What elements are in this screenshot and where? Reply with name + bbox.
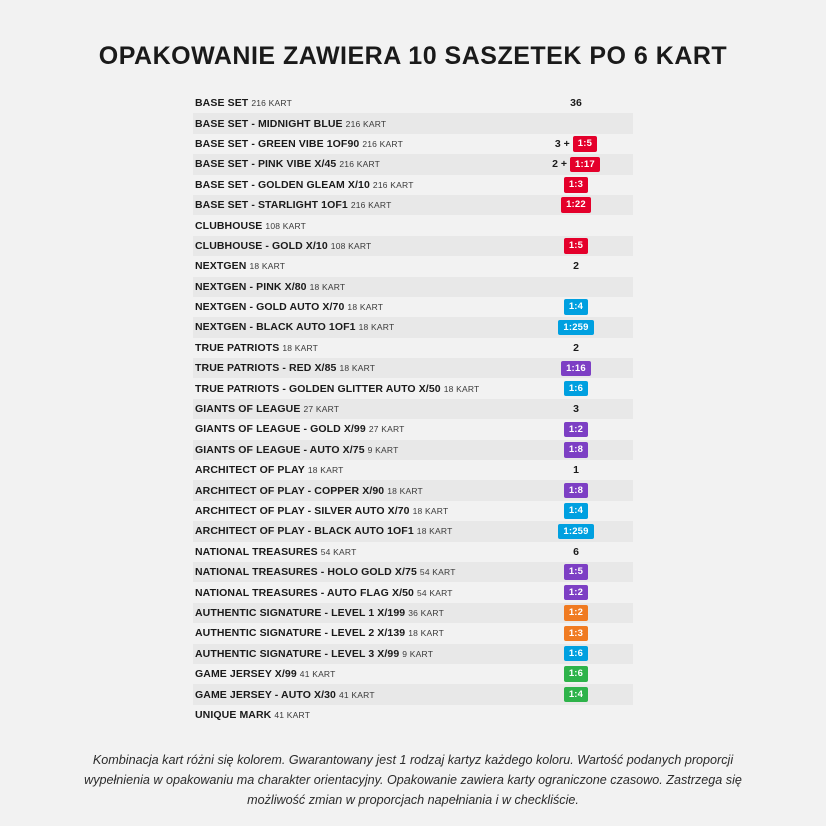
table-row xyxy=(193,521,633,541)
row-name-label: CLUBHOUSE xyxy=(195,219,263,232)
row-name-label: NEXTGEN - PINK X/80 xyxy=(195,280,307,293)
row-odds xyxy=(521,361,631,377)
row-name-label: TRUE PATRIOTS - GOLDEN GLITTER AUTO X/50 xyxy=(195,382,441,395)
row-odds-plain: 2 + xyxy=(552,158,568,171)
row-name xyxy=(195,423,521,435)
row-odds-plain: 2 xyxy=(573,260,579,273)
row-name xyxy=(195,138,521,150)
odds-badge: 1:2 xyxy=(564,585,588,601)
row-card-count: 54 KART xyxy=(416,587,453,598)
row-card-count: 41 KART xyxy=(274,709,311,720)
row-card-count: 216 KART xyxy=(339,159,381,170)
row-name xyxy=(195,648,521,660)
row-name xyxy=(195,240,521,252)
row-odds xyxy=(521,299,631,315)
row-name-label: ARCHITECT OF PLAY - COPPER X/90 xyxy=(195,484,385,497)
table-row xyxy=(193,562,633,582)
row-odds xyxy=(521,238,631,254)
row-card-count: 18 KART xyxy=(416,526,453,537)
row-card-count: 18 KART xyxy=(387,485,423,496)
row-name xyxy=(195,525,521,537)
row-name xyxy=(195,281,521,293)
row-odds xyxy=(521,626,631,642)
row-odds xyxy=(521,403,631,415)
odds-badge: 1:3 xyxy=(564,177,588,193)
table-row xyxy=(193,134,633,154)
row-odds xyxy=(521,546,631,558)
row-card-count: 18 KART xyxy=(339,363,376,374)
row-name-label: NEXTGEN - GOLD AUTO X/70 xyxy=(195,301,345,314)
row-card-count: 18 KART xyxy=(347,302,384,313)
row-name-label: BASE SET - GOLDEN GLEAM X/10 xyxy=(195,178,370,191)
odds-badge: 1:4 xyxy=(564,687,588,703)
row-odds xyxy=(521,503,631,519)
row-odds xyxy=(521,197,631,213)
row-card-count: 18 KART xyxy=(358,322,395,333)
table-row xyxy=(193,317,633,337)
row-name-label: NATIONAL TREASURES - HOLO GOLD X/75 xyxy=(195,566,417,579)
odds-badge: 1:4 xyxy=(564,503,588,519)
row-name-label: BASE SET - GREEN VIBE 1OF90 xyxy=(195,137,360,150)
row-name xyxy=(195,220,521,232)
row-odds xyxy=(521,157,631,173)
row-card-count: 18 KART xyxy=(443,383,480,394)
row-name xyxy=(195,342,521,354)
row-name-label: GAME JERSEY X/99 xyxy=(195,668,297,681)
table-row xyxy=(193,338,633,358)
row-card-count: 216 KART xyxy=(350,200,392,211)
row-odds xyxy=(521,342,631,354)
row-card-count: 216 KART xyxy=(372,179,414,190)
odds-badge: 1:17 xyxy=(570,157,600,173)
row-card-count: 41 KART xyxy=(299,669,336,680)
row-card-count: 216 KART xyxy=(345,118,387,129)
table-row xyxy=(193,113,633,133)
row-odds xyxy=(521,260,631,272)
row-name xyxy=(195,485,521,497)
row-odds xyxy=(521,687,631,703)
row-name xyxy=(195,118,521,130)
row-name xyxy=(195,321,521,333)
row-card-count: 18 KART xyxy=(408,628,444,639)
row-odds-plain: 6 xyxy=(573,545,579,558)
odds-badge: 1:3 xyxy=(564,626,588,642)
row-name-label: AUTHENTIC SIGNATURE - LEVEL 2 X/139 xyxy=(195,627,406,640)
odds-badge: 1:259 xyxy=(558,524,593,540)
row-odds-plain: 3 xyxy=(573,403,579,416)
row-name xyxy=(195,260,521,272)
table-row xyxy=(193,236,633,256)
row-odds xyxy=(521,177,631,193)
row-name-label: GIANTS OF LEAGUE xyxy=(195,403,301,416)
table-row xyxy=(193,93,633,113)
row-name-label: UNIQUE MARK xyxy=(195,708,272,721)
row-card-count: 54 KART xyxy=(419,567,456,578)
row-odds xyxy=(521,666,631,682)
row-odds xyxy=(521,320,631,336)
row-name-label: BASE SET - PINK VIBE X/45 xyxy=(195,158,337,171)
row-odds xyxy=(521,524,631,540)
table-row xyxy=(193,358,633,378)
row-card-count: 27 KART xyxy=(303,404,340,415)
row-name-label: ARCHITECT OF PLAY - BLACK AUTO 1OF1 xyxy=(195,525,414,538)
row-card-count: 18 KART xyxy=(309,281,346,292)
row-card-count: 9 KART xyxy=(367,444,399,455)
odds-badge: 1:4 xyxy=(564,299,588,315)
row-card-count: 18 KART xyxy=(307,465,344,476)
row-odds xyxy=(521,422,631,438)
row-name xyxy=(195,383,521,395)
odds-badge: 1:259 xyxy=(558,320,593,336)
row-name xyxy=(195,505,521,517)
row-odds xyxy=(521,605,631,621)
odds-badge: 1:8 xyxy=(564,483,588,499)
odds-badge: 1:8 xyxy=(564,442,588,458)
table-row xyxy=(193,582,633,602)
row-name xyxy=(195,362,521,374)
row-odds xyxy=(521,585,631,601)
table-row xyxy=(193,277,633,297)
row-name-label: GIANTS OF LEAGUE - AUTO X/75 xyxy=(195,443,365,456)
row-name xyxy=(195,403,521,415)
table-row xyxy=(193,501,633,521)
row-odds-plain: 2 xyxy=(573,341,579,354)
row-odds xyxy=(521,381,631,397)
row-odds xyxy=(521,564,631,580)
row-name-label: NATIONAL TREASURES - AUTO FLAG X/50 xyxy=(195,586,414,599)
table-row xyxy=(193,378,633,398)
table-row xyxy=(193,705,633,725)
row-name-label: TRUE PATRIOTS - RED X/85 xyxy=(195,362,337,375)
row-name xyxy=(195,709,521,721)
row-name-label: TRUE PATRIOTS xyxy=(195,341,280,354)
row-name xyxy=(195,199,521,211)
odds-badge: 1:5 xyxy=(564,238,588,254)
odds-badge: 1:6 xyxy=(564,646,588,662)
row-card-count: 18 KART xyxy=(282,342,319,353)
table-row xyxy=(193,297,633,317)
row-name xyxy=(195,668,521,680)
table-row xyxy=(193,256,633,276)
row-card-count: 108 KART xyxy=(265,220,307,231)
table-row xyxy=(193,419,633,439)
odds-badge: 1:22 xyxy=(561,197,591,213)
odds-badge: 1:5 xyxy=(564,564,588,580)
footnote-text: Kombinacja kart różni się kolorem. Gwarantowany jest 1 rodzaj kartyz każdego koloru. Wartość podanych proporcji wypełnienia w opakowaniu ma charakter orientacyjny. Opakowanie zawiera karty ograniczone czasowo. Zastrzega się możliwość zmian w proporcjach napełniania i w checkliście. xyxy=(84,753,742,807)
row-odds-plain: 3 + xyxy=(554,137,570,150)
odds-badge: 1:5 xyxy=(573,136,597,152)
table-row xyxy=(193,684,633,704)
row-name xyxy=(195,546,521,558)
row-name xyxy=(195,587,521,599)
row-name-label: GAME JERSEY - AUTO X/30 xyxy=(195,688,336,701)
row-name xyxy=(195,179,521,191)
row-name-label: AUTHENTIC SIGNATURE - LEVEL 1 X/199 xyxy=(195,606,406,619)
row-odds xyxy=(521,97,631,109)
row-card-count: 54 KART xyxy=(320,546,357,557)
row-card-count: 9 KART xyxy=(402,648,434,659)
table-row xyxy=(193,644,633,664)
row-card-count: 216 KART xyxy=(251,98,292,109)
row-card-count: 108 KART xyxy=(330,240,372,251)
row-card-count: 36 KART xyxy=(408,607,444,618)
table-row xyxy=(193,460,633,480)
table-row xyxy=(193,603,633,623)
row-name xyxy=(195,689,521,701)
row-name-label: NEXTGEN - BLACK AUTO 1OF1 xyxy=(195,321,356,334)
row-name-label: BASE SET xyxy=(195,97,249,110)
row-name-label: BASE SET - MIDNIGHT BLUE xyxy=(195,117,343,130)
row-card-count: 18 KART xyxy=(412,506,449,516)
page-title: OPAKOWANIE ZAWIERA 10 SASZETEK PO 6 KART xyxy=(98,42,728,70)
row-name xyxy=(195,301,521,313)
row-name xyxy=(195,607,521,619)
row-name xyxy=(195,97,521,109)
row-name-label: GIANTS OF LEAGUE - GOLD X/99 xyxy=(195,423,366,436)
row-name-label: NEXTGEN xyxy=(195,260,247,273)
row-card-count: 41 KART xyxy=(338,689,375,700)
table-row xyxy=(193,664,633,684)
row-name xyxy=(195,444,521,456)
row-name-label: NATIONAL TREASURES xyxy=(195,545,318,558)
row-name xyxy=(195,627,521,639)
odds-badge: 1:2 xyxy=(564,422,588,438)
table-row xyxy=(193,399,633,419)
row-name-label: ARCHITECT OF PLAY - SILVER AUTO X/70 xyxy=(195,505,410,517)
row-card-count: 216 KART xyxy=(362,138,403,149)
row-odds xyxy=(521,136,631,152)
table-row xyxy=(193,215,633,235)
table-row xyxy=(193,440,633,460)
odds-badge: 1:16 xyxy=(561,361,591,377)
row-odds xyxy=(521,442,631,458)
row-odds xyxy=(521,464,631,476)
row-name xyxy=(195,566,521,578)
row-name-label: AUTHENTIC SIGNATURE - LEVEL 3 X/99 xyxy=(195,647,400,660)
odds-table xyxy=(193,93,633,725)
row-name-label: BASE SET - STARLIGHT 1OF1 xyxy=(195,199,348,212)
table-row xyxy=(193,175,633,195)
table-row xyxy=(193,542,633,562)
row-odds xyxy=(521,483,631,499)
odds-badge: 1:6 xyxy=(564,666,588,682)
row-odds-plain: 1 xyxy=(573,464,579,477)
odds-badge: 1:2 xyxy=(564,605,588,621)
table-row xyxy=(193,480,633,500)
row-name xyxy=(195,464,521,476)
row-name-label: ARCHITECT OF PLAY xyxy=(195,464,305,477)
row-odds-plain: 36 xyxy=(570,97,582,110)
table-row xyxy=(193,154,633,174)
row-odds xyxy=(521,646,631,662)
row-name xyxy=(195,158,521,170)
table-row xyxy=(193,623,633,643)
row-name-label: CLUBHOUSE - GOLD X/10 xyxy=(195,239,328,252)
row-card-count: 27 KART xyxy=(368,424,405,435)
row-card-count: 18 KART xyxy=(249,261,286,272)
table-row xyxy=(193,195,633,215)
odds-badge: 1:6 xyxy=(564,381,588,397)
